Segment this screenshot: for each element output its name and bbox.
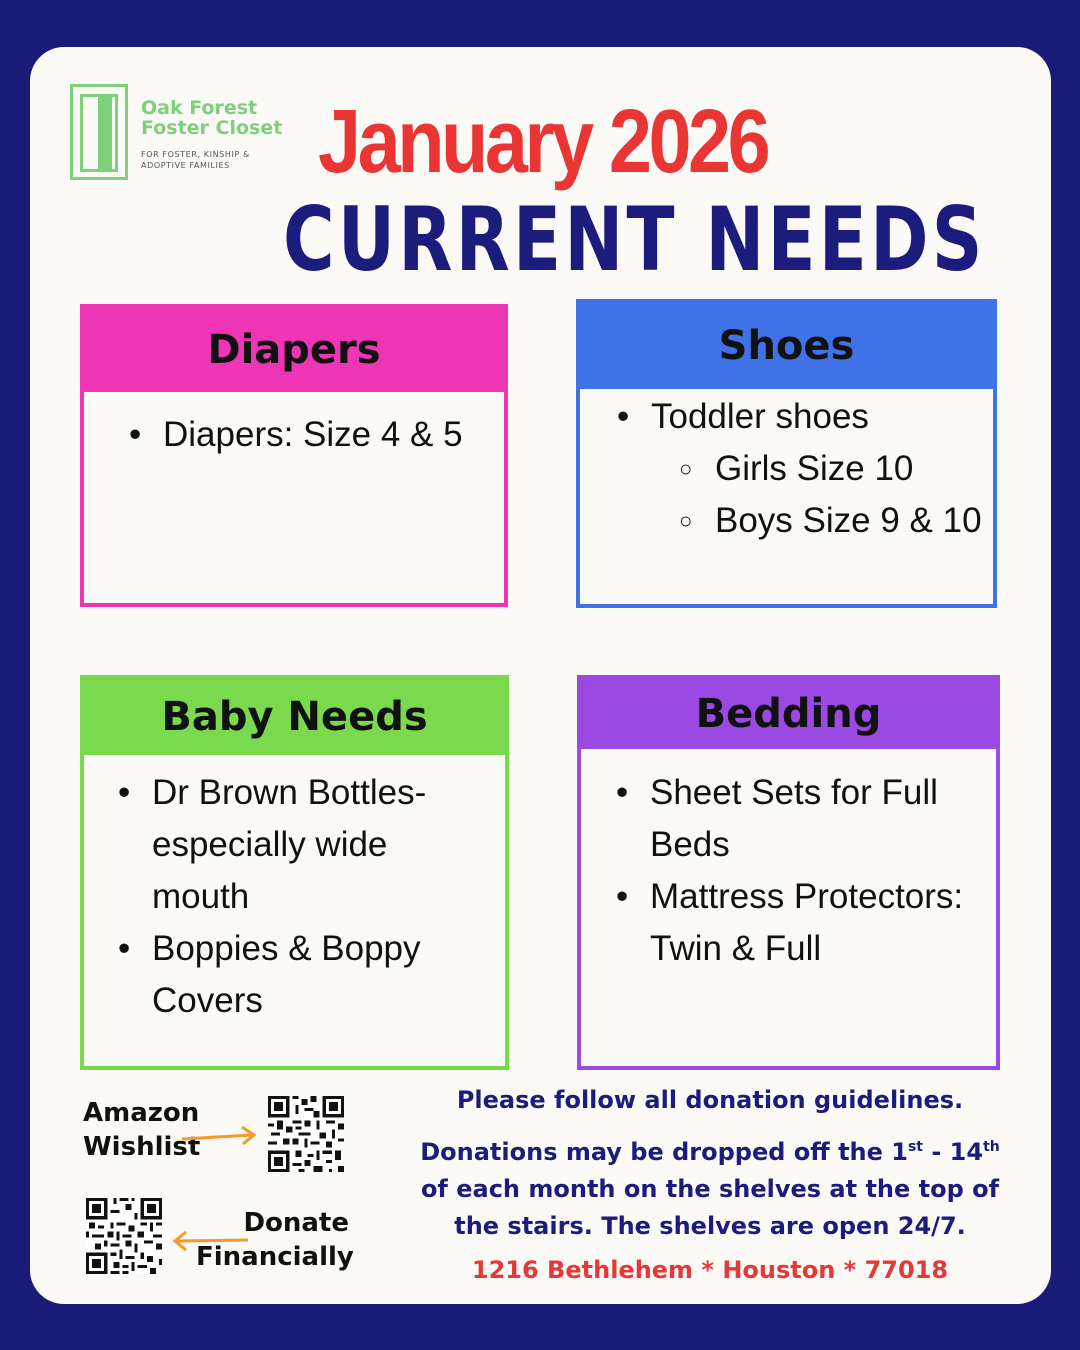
month-title: January 2026 bbox=[318, 92, 768, 192]
dropoff-line3: the stairs. The shelves are open 24/7. bbox=[454, 1212, 966, 1240]
sub-list-item: ○ Boys Size 9 & 10 bbox=[715, 495, 982, 547]
donation-info bbox=[420, 1080, 1000, 1287]
category-list-baby-needs bbox=[152, 767, 482, 1027]
sub-list-item: ○ Girls Size 10 bbox=[715, 443, 982, 495]
org-tagline-line2: ADOPTIVE FAMILIES bbox=[141, 161, 230, 170]
dropoff-instructions bbox=[420, 1129, 1000, 1245]
donate-financially-qr-code[interactable] bbox=[86, 1198, 162, 1274]
list-item: • Diapers: Size 4 & 5 bbox=[163, 409, 463, 461]
guidelines-notice: Please follow all donation guidelines. bbox=[456, 1086, 964, 1114]
donate-financially-line2: Financially bbox=[196, 1242, 354, 1272]
current-needs-heading: CURRENT NEEDS bbox=[283, 188, 986, 291]
category-box-baby-needs bbox=[80, 675, 509, 1070]
dropoff-text-part1: Donations may be dropped off the 1 bbox=[420, 1138, 908, 1166]
org-logo bbox=[70, 84, 290, 184]
amazon-wishlist-line1: Amazon bbox=[83, 1098, 200, 1128]
org-tagline bbox=[141, 149, 281, 171]
donate-financially-line1: Donate bbox=[243, 1208, 349, 1238]
category-list-diapers bbox=[163, 409, 463, 461]
org-tagline-line1: FOR FOSTER, KINSHIP & bbox=[141, 150, 250, 159]
category-list-shoes bbox=[651, 391, 982, 547]
dropoff-text-part2: - 14 bbox=[923, 1138, 984, 1166]
list-item: • Mattress Protectors: Twin & Full bbox=[650, 871, 980, 975]
category-title-bedding: Bedding bbox=[581, 679, 996, 749]
amazon-wishlist-qr-code[interactable] bbox=[268, 1096, 344, 1172]
amazon-wishlist-line2: Wishlist bbox=[83, 1132, 201, 1162]
donate-financially-label bbox=[196, 1206, 353, 1274]
category-title-diapers: Diapers bbox=[84, 308, 504, 392]
category-list-bedding bbox=[650, 767, 980, 975]
org-name-line2: Foster Closet bbox=[141, 117, 283, 139]
category-box-shoes bbox=[576, 299, 997, 608]
dropoff-line1 bbox=[420, 1129, 1000, 1171]
list-item: • Dr Brown Bottles-especially wide mouth bbox=[152, 767, 482, 923]
list-item: • Sheet Sets for Full Beds bbox=[650, 767, 980, 871]
org-name-line1: Oak Forest bbox=[141, 97, 258, 119]
door-icon bbox=[70, 84, 128, 180]
org-name bbox=[141, 98, 282, 138]
address: 1216 Bethlehem * Houston * 77018 bbox=[471, 1256, 949, 1284]
dropoff-sup-th: th bbox=[983, 1139, 1000, 1155]
list-item: • Boppies & Boppy Covers bbox=[152, 923, 482, 1027]
dropoff-sup-st: st bbox=[907, 1139, 923, 1155]
category-title-shoes: Shoes bbox=[580, 303, 993, 389]
dropoff-line2: of each month on the shelves at the top of bbox=[420, 1175, 1000, 1203]
category-title-baby-needs: Baby Needs bbox=[84, 679, 505, 755]
category-box-bedding bbox=[577, 675, 1000, 1070]
category-box-diapers bbox=[80, 304, 508, 607]
arrow-right-icon bbox=[180, 1124, 260, 1148]
list-item: • Toddler shoes bbox=[651, 391, 982, 443]
